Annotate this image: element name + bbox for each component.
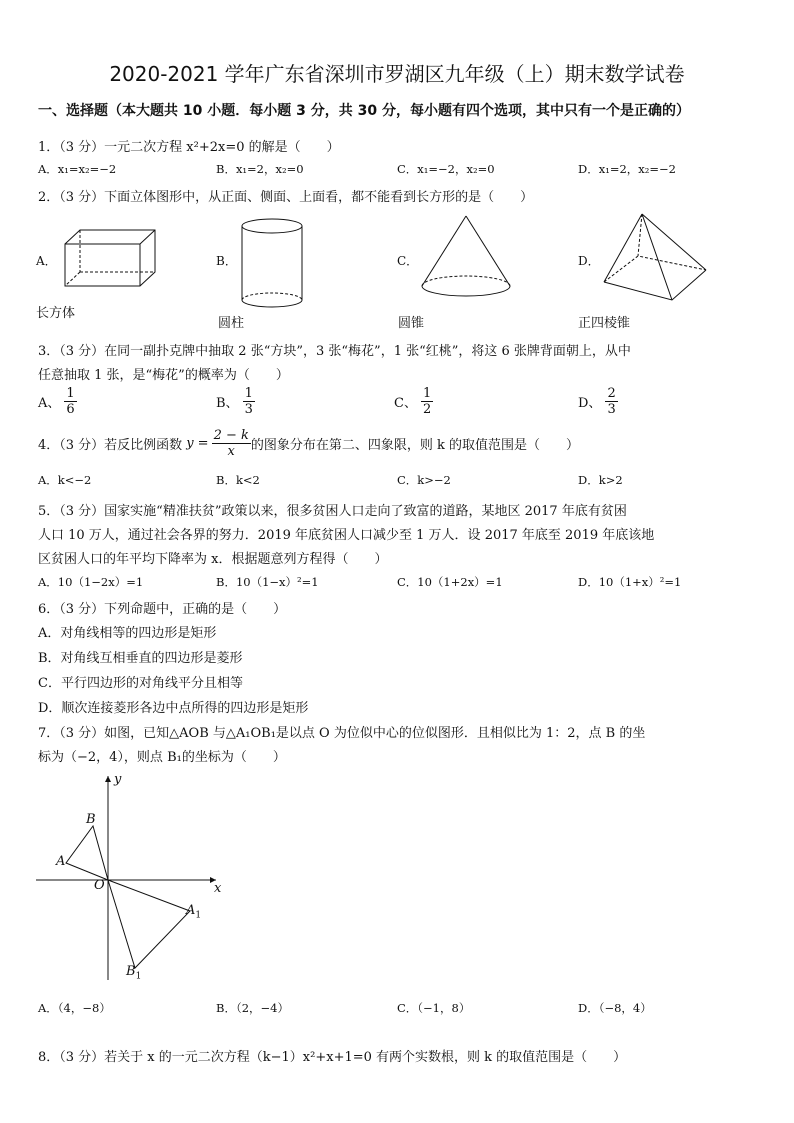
- q4-prefix: 4．（3 分）若反比例函数: [38, 438, 183, 453]
- q1-option-a: A．x₁=x₂=−2: [38, 162, 117, 176]
- q3-line2: 任意抽取 1 张，是“梅花”的概率为（ ）: [38, 368, 289, 383]
- triangle-a1ob1: [108, 880, 190, 968]
- q2-letter-a: A．: [36, 254, 57, 268]
- q3-option-c-label: C、: [394, 396, 417, 411]
- fig-x-label: x: [214, 881, 222, 896]
- q3-option-d-label: D、: [578, 396, 602, 411]
- section-heading: 一、选择题（本大题共 10 小题．每小题 3 分，共 30 分，每小题有四个选项，其中只有一个是正确的）: [38, 103, 690, 119]
- q6-option-b: B．对角线互相垂直的四边形是菱形: [38, 651, 243, 666]
- q7-line2: 标为（−2，4），则点 B₁的坐标为（ ）: [38, 750, 286, 765]
- fig-origin-label: O: [94, 878, 105, 893]
- q5-option-d: D．10（1+x）²=1: [578, 575, 682, 589]
- q3-option-b-label: B、: [216, 396, 239, 411]
- q4-suffix: 的图象分布在第二、四象限，则 k 的取值范围是（ ）: [250, 438, 580, 453]
- q6-option-a: A．对角线相等的四边形是矩形: [38, 626, 217, 641]
- fig-point-a-label: A: [56, 854, 66, 869]
- q8-stem: 8．（3 分）若关于 x 的一元二次方程（k−1）x²+x+1=0 有两个实数根，则 k 的取值范围是（ ）: [38, 1050, 627, 1065]
- q2-caption-cone: 圆锥: [398, 316, 425, 331]
- q7-option-c: C．（−1，8）: [397, 1001, 471, 1015]
- q2-caption-cylinder: 圆柱: [218, 316, 245, 331]
- similarity-figure: [30, 768, 230, 988]
- q3-option-c: [394, 386, 433, 417]
- q5-option-a: A．10（1−2x）=1: [38, 575, 144, 589]
- q2-caption-pyramid: 正四棱锥: [578, 316, 631, 331]
- q3-option-b: [216, 386, 255, 417]
- triangle-aob: [66, 826, 108, 880]
- q5-option-b: B．10（1−x）²=1: [216, 575, 319, 589]
- q2-letter-b: B．: [216, 254, 237, 268]
- q7-line1: 7．（3 分）如图，已知△AOB 与△A₁OB₁是以点 O 为位似中心的位似图形．且相似比为 1：2，点 B 的坐: [38, 726, 646, 741]
- q7-option-b: B．（2，−4）: [216, 1001, 289, 1015]
- q4-option-a: A．k<−2: [38, 473, 92, 487]
- q6-option-d: D．顺次连接菱形各边中点所得的四边形是矩形: [38, 701, 309, 716]
- q4-option-d: D．k>2: [578, 473, 623, 487]
- fig-y-label: y: [114, 772, 122, 787]
- q3-option-a-fraction: $\frac{1}{6}$: [66, 386, 75, 417]
- page-title: 2020-2021 学年广东省深圳市罗湖区九年级（上）期末数学试卷: [109, 62, 685, 86]
- q2-caption-cuboid: 长方体: [36, 306, 76, 321]
- q3-option-a: [38, 386, 77, 417]
- cuboid-figure: [55, 222, 165, 292]
- q3-option-d-fraction: $\frac{2}{3}$: [607, 386, 616, 417]
- q6-option-c: C．平行四边形的对角线平分且相等: [38, 676, 243, 691]
- q4-stem: [38, 428, 579, 459]
- q5-line2: 人口 10 万人，通过社会各界的努力．2019 年底贫困人口减少至 1 万人．设 2017 年底至 2019 年底该地: [38, 528, 655, 543]
- q4-option-c: C．k>−2: [397, 473, 451, 487]
- fig-point-b-label: B: [86, 812, 96, 827]
- q7-option-a: A．（4，−8）: [38, 1001, 111, 1015]
- q4-function-lhs: y =: [186, 436, 209, 451]
- q3-option-a-label: A、: [38, 396, 61, 411]
- q5-line3: 区贫困人口的年平均下降率为 x．根据题意列方程得（ ）: [38, 552, 388, 567]
- q1-stem: 1．（3 分）一元二次方程 x²+2x=0 的解是（ ）: [38, 140, 340, 155]
- q3-line1: 3．（3 分）在同一副扑克牌中抽取 2 张“方块”，3 张“梅花”，1 张“红桃”，将这 6 张牌背面朝上，从中: [38, 344, 631, 359]
- q2-letter-d: D．: [578, 254, 600, 268]
- q1-option-b: B．x₁=2，x₂=0: [216, 162, 304, 176]
- q4-function-fraction: $\frac{2 - k}{x}$: [213, 428, 249, 459]
- fig-point-b1-label: $B_1$: [126, 964, 142, 982]
- q3-option-c-fraction: $\frac{1}{2}$: [422, 386, 432, 417]
- q4-option-b: B．k<2: [216, 473, 260, 487]
- cylinder-figure: [237, 216, 307, 312]
- q2-stem: 2．（3 分）下面立体图形中，从正面、侧面、上面看，都不能看到长方形的是（ ）: [38, 190, 534, 205]
- q1-option-d: D．x₁=2，x₂=−2: [578, 162, 676, 176]
- q6-stem: 6．（3 分）下列命题中，正确的是（ ）: [38, 602, 287, 617]
- square-pyramid-figure: [598, 212, 714, 308]
- cone-figure: [418, 214, 514, 306]
- q5-line1: 5．（3 分）国家实施“精准扶贫”政策以来，很多贫困人口走向了致富的道路，某地区 2017 年底有贫困: [38, 504, 627, 519]
- q1-option-c: C．x₁=−2，x₂=0: [397, 162, 495, 176]
- fig-point-a1-label: $A_1$: [186, 903, 202, 921]
- q7-option-d: D．（−8，4）: [578, 1001, 652, 1015]
- q2-letter-c: C．: [397, 254, 419, 268]
- q3-option-b-fraction: $\frac{1}{3}$: [244, 386, 253, 417]
- q3-option-d: [578, 386, 618, 417]
- q5-option-c: C．10（1+2x）=1: [397, 575, 503, 589]
